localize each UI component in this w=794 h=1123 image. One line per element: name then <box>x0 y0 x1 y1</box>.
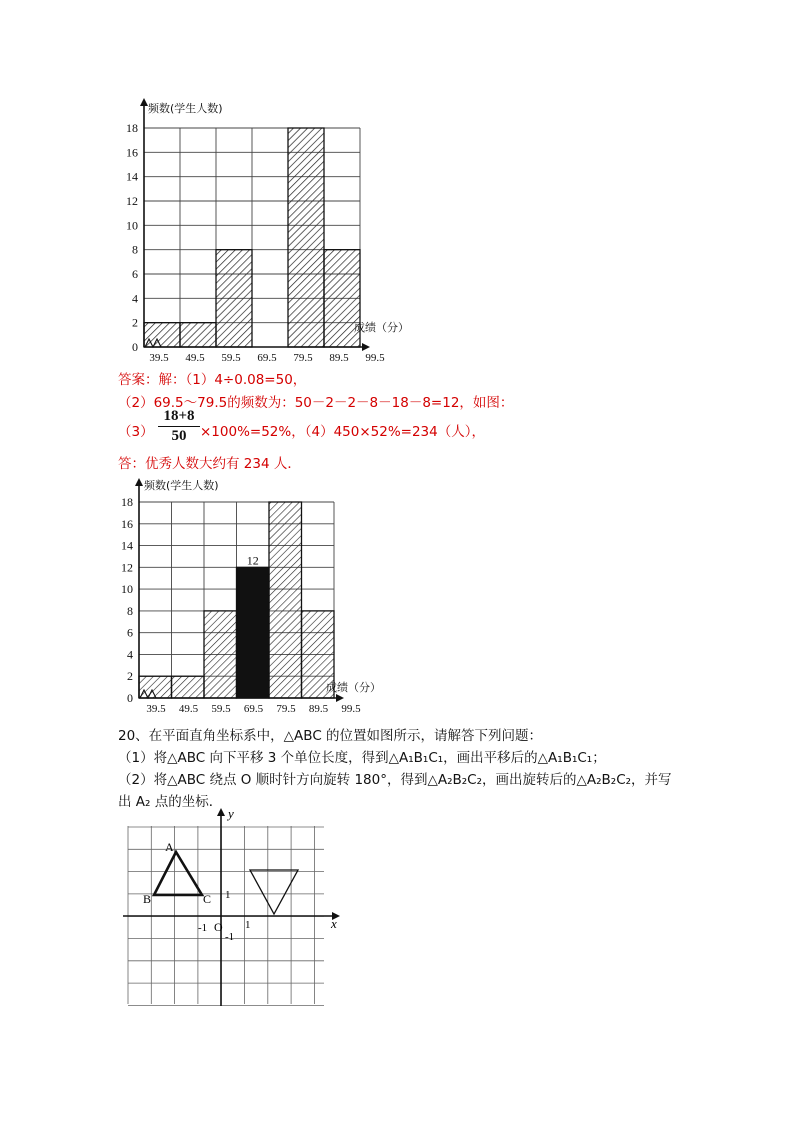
answer-line-3-suffix: ×100%=52%，（4）450×52%=234（人）， <box>200 424 485 440</box>
y-tick-label: 4 <box>132 291 138 306</box>
y-tick-label: 14 <box>121 538 133 553</box>
histogram-bar <box>288 128 324 347</box>
y-tick-label: 8 <box>132 242 138 257</box>
question-20-line-4: 出 A₂ 点的坐标． <box>118 794 223 810</box>
y-tick-label: 4 <box>127 647 133 662</box>
histogram-bar <box>204 611 237 698</box>
y-tick-label: 18 <box>121 495 133 509</box>
answer-fraction <box>158 408 200 445</box>
y-tick-label: 16 <box>126 145 138 160</box>
x-tick-label: 39.5 <box>149 352 169 364</box>
answer-line-2: （2）69.5～79.5的频数为：50－2－2－8－18－8=12，如图： <box>118 395 514 411</box>
y-tick-label: 0 <box>127 691 133 705</box>
y-tick-label: 12 <box>126 194 138 208</box>
y-tick-label: 0 <box>132 340 138 354</box>
question-20-line-3: （2）将△ABC 绕点 O 顺时针方向旋转 180°，得到△A₂B₂C₂，画出旋转后的△A₂B₂C₂，并写 <box>118 772 672 788</box>
y-tick-label: 10 <box>126 218 138 233</box>
histogram-bar <box>144 323 180 347</box>
histogram-2-x-ticks <box>146 703 361 715</box>
y-tick-label: 8 <box>127 603 133 618</box>
answer-line-1: 答案：解：（1）4÷0.08=50， <box>118 372 307 388</box>
histogram-2 <box>118 478 398 718</box>
histogram-x-arrow <box>362 343 370 351</box>
x-tick-label: 59.5 <box>221 352 241 364</box>
histogram-1-y-ticks <box>126 121 138 354</box>
triangle-abc <box>154 852 202 895</box>
x-tick-label: 69.5 <box>243 703 264 715</box>
y-tick-label: 16 <box>121 516 133 531</box>
origin-label: O <box>214 920 223 934</box>
x-tick-label: 89.5 <box>329 352 349 364</box>
histogram-bar <box>237 567 270 698</box>
histogram-2-y-title: 频数(学生人数) <box>144 479 219 492</box>
y-tick-label: 18 <box>126 121 138 135</box>
histogram-x-arrow <box>336 694 344 702</box>
x-axis-label: x <box>331 916 337 931</box>
histogram-1-x-ticks <box>149 352 385 364</box>
histogram-2-y-ticks <box>121 495 133 705</box>
fraction-numerator: 18+8 <box>158 408 200 427</box>
y-tick-label: 14 <box>126 169 138 184</box>
answer-line-4: 答：优秀人数大约有 234 人． <box>118 456 301 472</box>
histogram-1-x-title: 成绩（分） <box>354 321 409 334</box>
question-20-line-2: （1）将△ABC 向下平移 3 个单位长度，得到△A₁B₁C₁，画出平移后的△A₁B₁C₁； <box>118 750 606 766</box>
x-tick-label: 39.5 <box>146 703 166 715</box>
label-point-c: C <box>203 892 212 906</box>
y-tick-label: 2 <box>132 315 138 330</box>
histogram-y-arrow <box>135 478 143 486</box>
histogram-1-y-title: 频数(学生人数) <box>148 102 223 115</box>
y-tick-label: 12 <box>121 560 133 575</box>
histogram-bar <box>172 676 205 698</box>
histogram-bar <box>139 676 172 698</box>
histogram-2-highlight-label: 12 <box>246 553 259 568</box>
answer-line-3-prefix: （3） <box>118 424 154 440</box>
x-tick-label: 79.5 <box>276 703 296 715</box>
x-tick-label: 49.5 <box>178 703 199 715</box>
y-tick-1: 1 <box>225 889 231 901</box>
histogram-2-x-title: 成绩（分） <box>326 681 381 694</box>
histogram-bar <box>216 250 252 347</box>
x-tick-label: 79.5 <box>293 352 313 364</box>
histogram-bar <box>269 502 302 698</box>
y-axis-label: y <box>228 806 234 821</box>
x-tick-label: 99.5 <box>365 352 385 364</box>
y-tick-label: 2 <box>127 669 133 684</box>
y-tick-label: 6 <box>127 625 133 640</box>
x-tick-label: 59.5 <box>211 703 231 715</box>
y-axis-arrow <box>217 808 225 816</box>
x-tick-label: 89.5 <box>308 703 329 715</box>
histogram-y-arrow <box>140 98 148 106</box>
x-tick-label: 49.5 <box>185 352 205 364</box>
y-tick-label: 10 <box>121 582 133 597</box>
y-tick-label: 6 <box>132 267 138 281</box>
label-point-a: A <box>165 840 174 854</box>
x-tick-label: 69.5 <box>257 352 277 364</box>
coordinate-grid <box>118 806 348 1006</box>
x-tick-label: 99.5 <box>341 703 361 715</box>
y-tick-neg1: -1 <box>225 931 235 943</box>
x-tick-neg1: -1 <box>198 922 208 934</box>
histogram-1 <box>118 98 409 364</box>
x-tick-1: 1 <box>245 919 251 931</box>
fraction-denominator: 50 <box>171 428 187 444</box>
histogram-bar <box>180 323 216 347</box>
label-point-b: B <box>143 892 152 906</box>
question-20-line-1: 20、在平面直角坐标系中，△ABC 的位置如图所示，请解答下列问题： <box>118 728 543 744</box>
